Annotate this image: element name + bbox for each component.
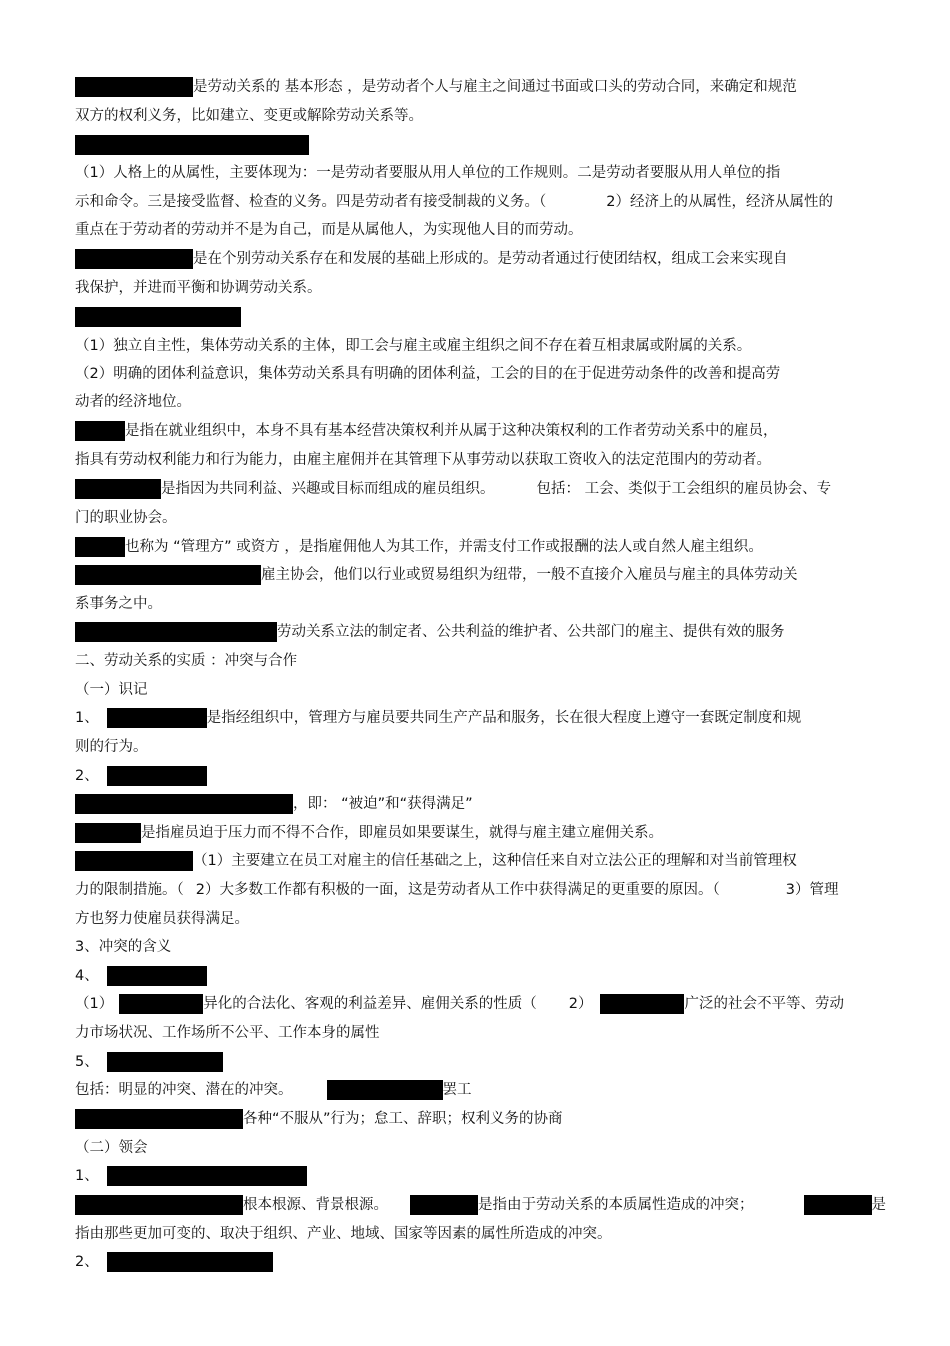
text-line xyxy=(75,307,241,327)
text-line: （1）人格上的从属性，主要体现为：一是劳动者要服从用人单位的工作规则。二是劳动者要服从用人单位的指 xyxy=(75,165,781,181)
text-line: 1、 是指经组织中，管理方与雇员要共同生产产品和服务，长在很大程度上遵守一套既定制度和规 xyxy=(75,710,802,726)
redaction-block xyxy=(107,766,207,786)
section-heading: 二、劳动关系的实质 ：冲突与合作 xyxy=(75,653,298,669)
text-line: ，即： “被迫”和“获得满足” xyxy=(75,794,473,814)
redaction-block xyxy=(75,537,125,557)
text-line: 也称为 “管理方” 或资方 ，是指雇佣他人为其工作，并需支付工作或报酬的法人或自然人雇主组织。 xyxy=(75,537,763,557)
redaction-block xyxy=(107,966,207,986)
text-line: 各种“不服从”行为；怠工、辞职；权利义务的协商 xyxy=(75,1109,563,1129)
text-line: 双方的权利义务，比如建立、变更或解除劳动关系等。 xyxy=(75,108,423,124)
redaction-block xyxy=(75,851,193,871)
redaction-block xyxy=(75,794,293,814)
redaction-block xyxy=(119,994,203,1014)
text-line: 则的行为。 xyxy=(75,739,148,755)
text-line: 根本根源、背景根源。 是指由于劳动关系的本质属性造成的冲突； 是 xyxy=(75,1195,886,1215)
text-line: 方也努力使雇员获得满足。 xyxy=(75,911,249,927)
text-line: 是在个别劳动关系存在和发展的基础上形成的。是劳动者通过行使团结权，组成工会来实现自 xyxy=(75,249,788,269)
redaction-block xyxy=(75,823,141,843)
redaction-block xyxy=(804,1195,872,1215)
redaction-block xyxy=(600,994,684,1014)
text-line: 是劳动关系的 基本形态 ，是劳动者个人与雇主之间通过书面或口头的劳动合同，来确定和规范 xyxy=(75,77,797,97)
text-line: 2、 xyxy=(75,766,207,786)
text-line: 1、 xyxy=(75,1166,307,1186)
text-line: 包括：明显的冲突、潜在的冲突。 罢工 xyxy=(75,1082,472,1098)
redaction-block xyxy=(107,1252,273,1272)
redaction-block xyxy=(107,708,207,728)
redaction-block xyxy=(410,1195,478,1215)
text-line: 指由那些更加可变的、取决于组织、产业、地域、国家等因素的属性所造成的冲突。 xyxy=(75,1226,612,1242)
text-line: 动者的经济地位。 xyxy=(75,394,191,410)
text-line: （1）主要建立在员工对雇主的信任基础之上，这种信任来自对立法公正的理解和对当前管理权 xyxy=(75,851,797,871)
text-line: 是指因为共同利益、兴趣或目标而组成的雇员组织。 包括： 工会、类似于工会组织的雇员协会、专 xyxy=(75,479,831,499)
redaction-block xyxy=(75,307,241,327)
text-line: 我保护，并进而平衡和协调劳动关系。 xyxy=(75,280,322,296)
text-line: 5、 xyxy=(75,1052,223,1072)
text-line: 2、 xyxy=(75,1252,273,1272)
text-line: （1） 异化的合法化、客观的利益差异、雇佣关系的性质（ 2） 广泛的社会不平等、劳动 xyxy=(75,996,844,1012)
text-line: （1）独立自主性，集体劳动关系的主体，即工会与雇主或雇主组织之间不存在着互相隶属或附属的关系。 xyxy=(75,338,752,354)
subsection-heading: （一）识记 xyxy=(75,682,148,698)
redaction-block xyxy=(75,565,261,585)
redaction-block xyxy=(75,77,193,97)
text-line: 劳动关系立法的制定者、公共利益的维护者、公共部门的雇主、提供有效的服务 xyxy=(75,622,785,642)
redaction-block xyxy=(75,1195,243,1215)
text-line: 示和命令。三是接受监督、检查的义务。四是劳动者有接受制裁的义务。（ 2）经济上的从属性，经济从属性的 xyxy=(75,194,833,210)
text-line: 是指雇员迫于压力而不得不合作，即雇员如果要谋生，就得与雇主建立雇佣关系。 xyxy=(75,823,663,843)
redaction-block xyxy=(107,1052,223,1072)
text-line: （2）明确的团体利益意识，集体劳动关系具有明确的团体利益，工会的目的在于促进劳动条件的改善和提高劳 xyxy=(75,366,781,382)
text-line xyxy=(75,135,309,155)
redaction-block xyxy=(75,1109,243,1129)
text-line: 力市场状况、工作场所不公平、工作本身的属性 xyxy=(75,1025,380,1041)
text-line: 是指在就业组织中，本身不具有基本经营决策权利并从属于这种决策权利的工作者劳动关系中的雇员， xyxy=(75,421,778,441)
redaction-block xyxy=(75,249,193,269)
text-line: 重点在于劳动者的劳动并不是为自己，而是从属他人，为实现他人目的而劳动。 xyxy=(75,222,583,238)
subsection-heading: （二）领会 xyxy=(75,1140,148,1156)
text-line: 4、 xyxy=(75,966,207,986)
text-line: 3、冲突的含义 xyxy=(75,939,172,955)
text-line: 力的限制措施。（ 2）大多数工作都有积极的一面，这是劳动者从工作中获得满足的更重要的原因。（ 3）管理 xyxy=(75,882,839,898)
text-line: 指具有劳动权利能力和行为能力，由雇主雇佣并在其管理下从事劳动以获取工资收入的法定范围内的劳动者。 xyxy=(75,452,771,468)
redaction-block xyxy=(75,479,161,499)
text-line: 门的职业协会。 xyxy=(75,510,177,526)
redaction-block xyxy=(327,1080,443,1100)
redaction-block xyxy=(75,135,309,155)
text-line: 雇主协会，他们以行业或贸易组织为纽带，一般不直接介入雇员与雇主的具体劳动关 xyxy=(75,565,798,585)
text-line: 系事务之中。 xyxy=(75,596,162,612)
redaction-block xyxy=(75,622,277,642)
redaction-block xyxy=(107,1166,307,1186)
redaction-block xyxy=(75,421,125,441)
